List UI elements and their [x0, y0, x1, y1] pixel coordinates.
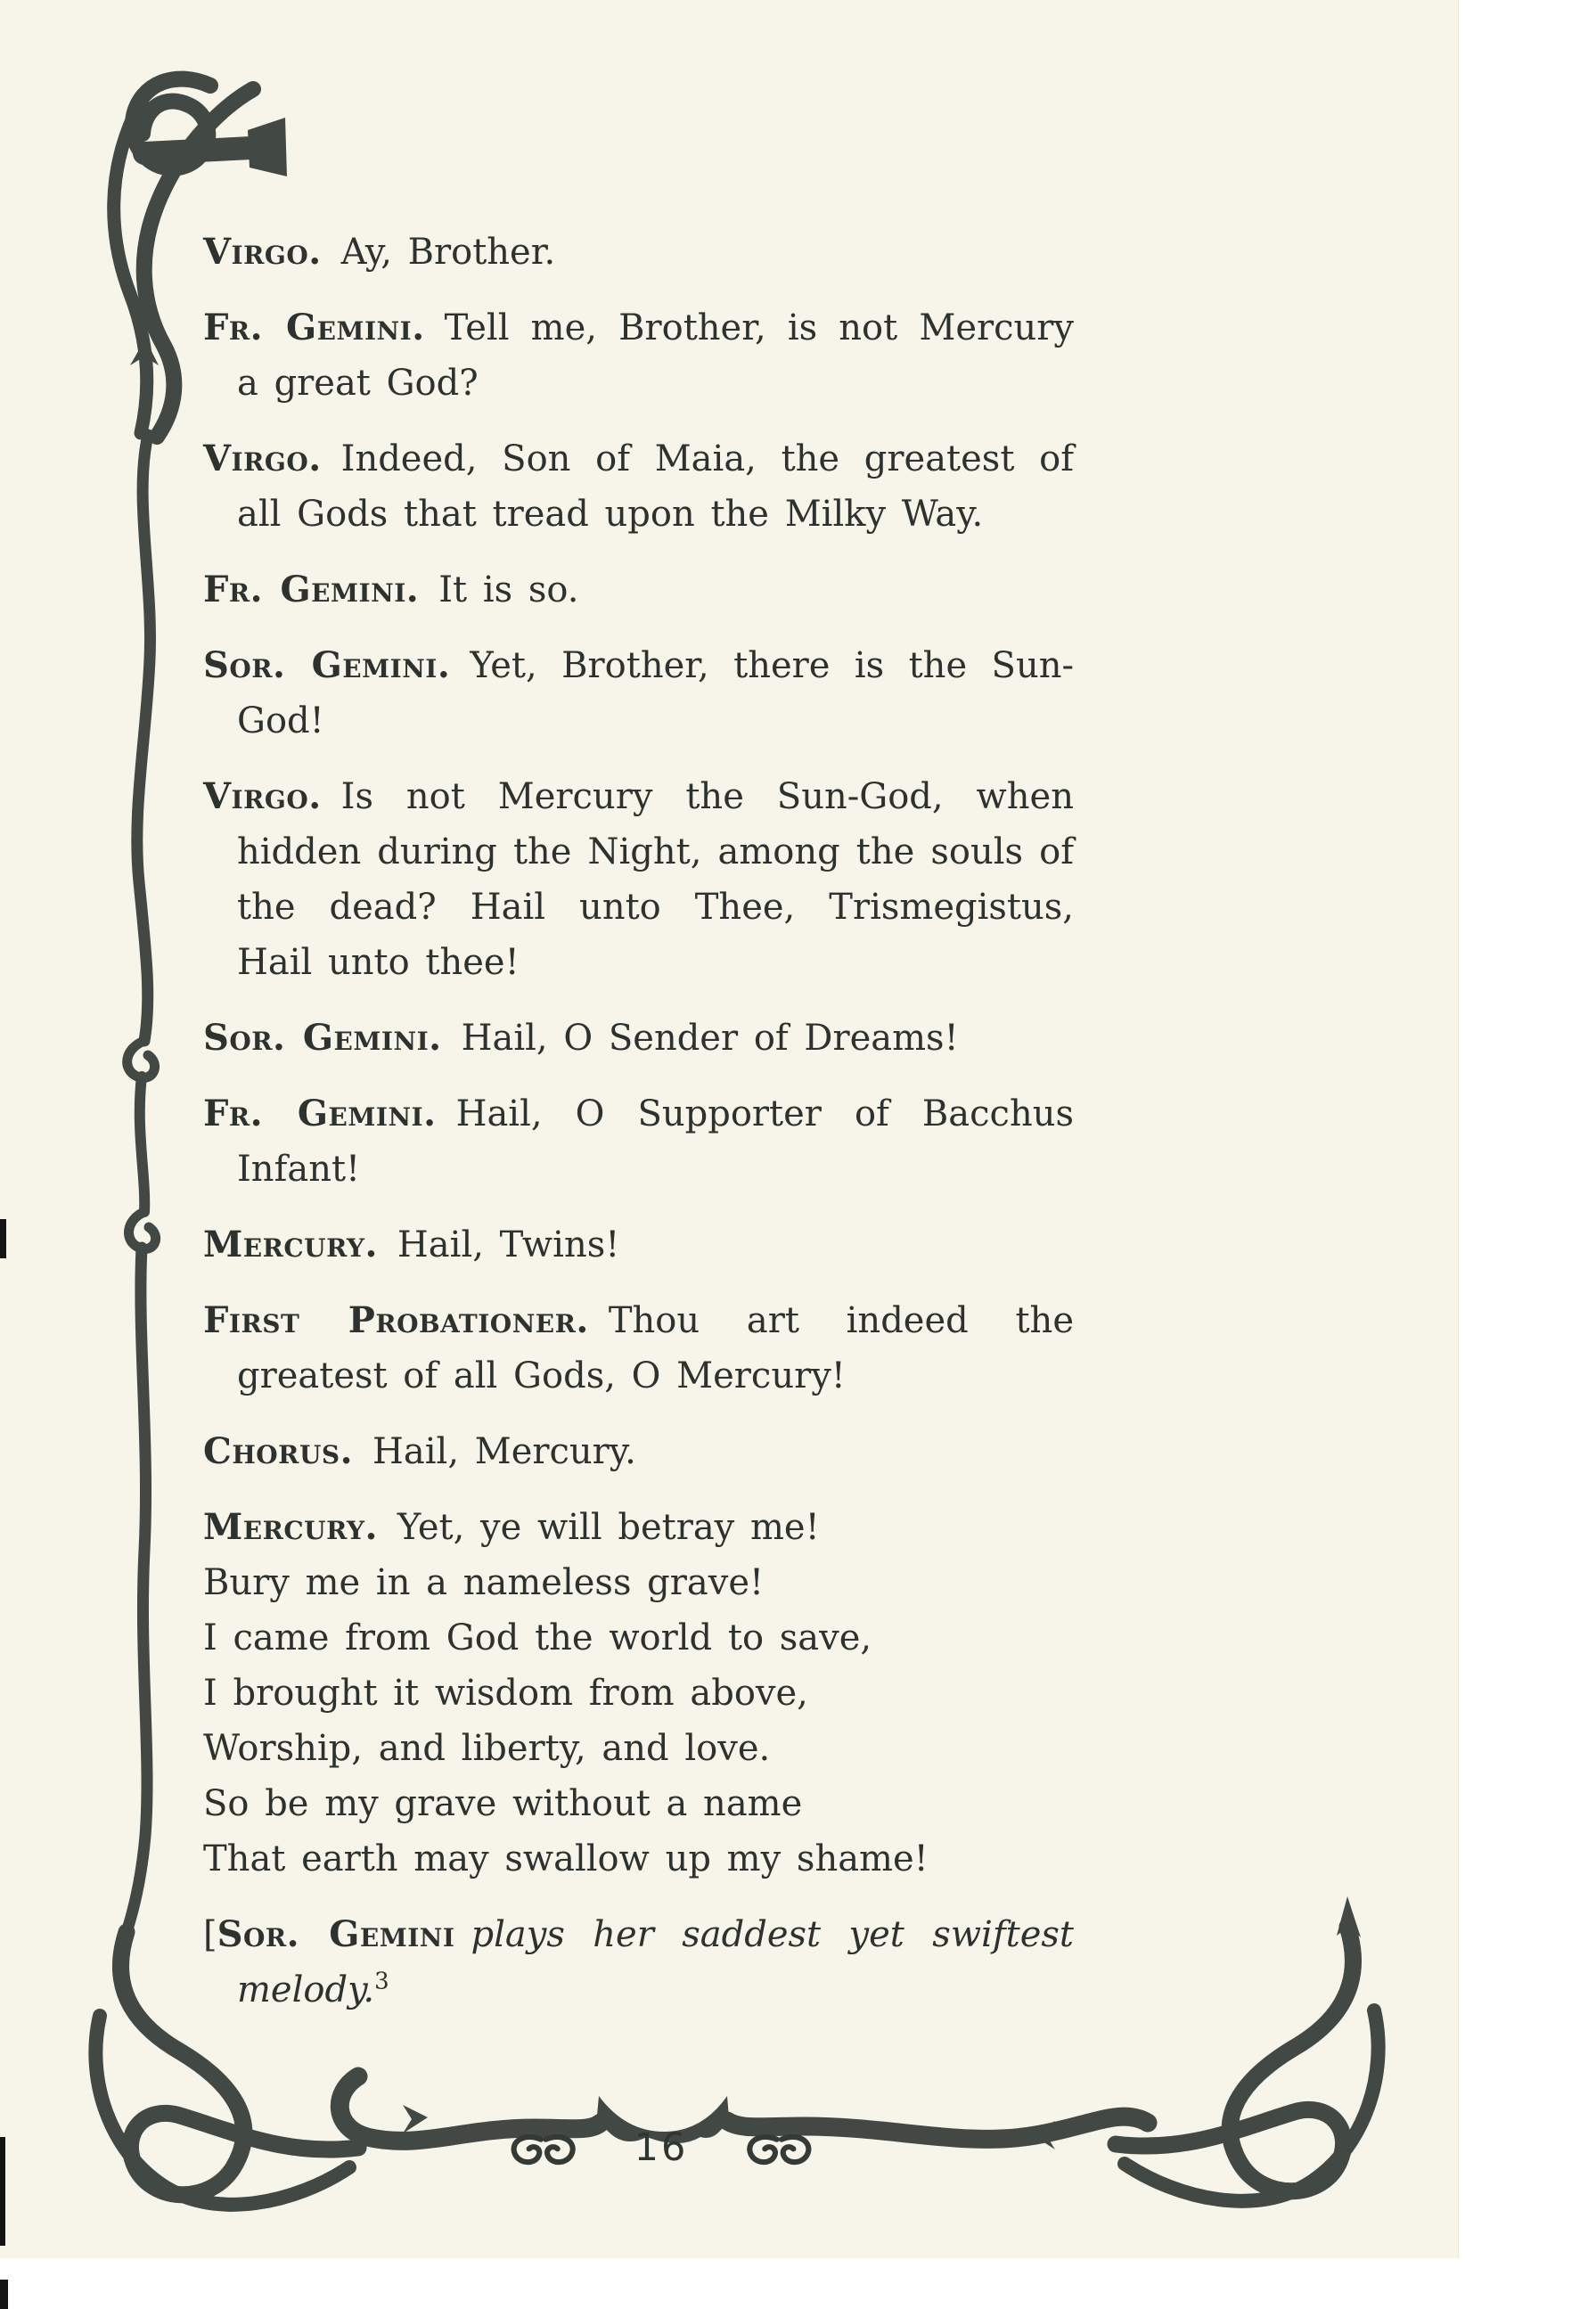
- fleuron-left-icon: [506, 2130, 583, 2166]
- stage-direction-text: plays her saddest yet swiftest melody.: [237, 1914, 1074, 2010]
- fleuron-right-icon: [740, 2130, 816, 2166]
- dialogue-text: Yet, Brother, there is the Sun-God!: [237, 645, 1074, 741]
- dialogue-paragraph: [203, 769, 1074, 990]
- verse-line: Bury me in a nameless grave!: [203, 1562, 765, 1603]
- verse-line: So be my grave without a name: [203, 1783, 803, 1824]
- dialogue-paragraph: [203, 225, 1074, 280]
- speaker-name: Fr. Gemini.: [203, 569, 420, 610]
- verse-line: I brought it wisdom from above,: [203, 1673, 808, 1714]
- speaker-name: Chorus.: [203, 1430, 354, 1472]
- dialogue-text: Hail, Mercury.: [372, 1431, 636, 1472]
- dialogue-paragraph: [203, 1424, 1074, 1479]
- scan-artifact: [0, 2280, 8, 2309]
- dialogue-text: Thou art indeed the greatest of all Gods, O Mercury!: [237, 1300, 1074, 1396]
- stage-direction: [203, 1907, 1074, 2018]
- dialogue-text: Is not Mercury the Sun-God, when hidden during the Night, among the souls of the dead? Hail unto Thee, Trismegistus, Hail unto thee!: [237, 776, 1074, 983]
- dialogue-paragraph: [203, 562, 1074, 618]
- dialogue-paragraph: [203, 638, 1074, 749]
- dialogue-paragraph: [203, 1217, 1074, 1273]
- dialogue-text: Hail, O Sender of Dreams!: [461, 1018, 959, 1059]
- footnote-reference: 3: [374, 1968, 389, 1995]
- dialogue-paragraph: [203, 1293, 1074, 1404]
- dialogue-paragraph: [203, 1086, 1074, 1197]
- stage-direction-bracket: [: [203, 1914, 217, 1955]
- scan-artifact: [0, 1219, 6, 1258]
- verse-line: Worship, and liberty, and love.: [203, 1728, 771, 1769]
- speaker-name: Mercury.: [203, 1224, 378, 1265]
- verse-line: [203, 1500, 1074, 1555]
- speaker-name: First Probationer.: [203, 1299, 589, 1341]
- speaker-name: Mercury.: [203, 1506, 378, 1548]
- dialogue-text: Hail, Twins!: [397, 1224, 620, 1265]
- scan-artifact: [0, 2137, 5, 2246]
- speaker-name: Virgo.: [203, 775, 322, 817]
- speaker-name: Fr. Gemini.: [203, 1093, 437, 1134]
- dialogue-text: Indeed, Son of Maia, the greatest of all Gods that tread upon the Milky Way.: [237, 438, 1074, 535]
- speaker-name: Sor. Gemini.: [203, 1017, 442, 1059]
- dialogue-text: It is so.: [438, 569, 579, 610]
- speaker-name: Sor. Gemini.: [203, 644, 451, 686]
- verse-line: I came from God the world to save,: [203, 1617, 872, 1658]
- speaker-name: Sor. Gemini: [217, 1913, 455, 1955]
- dialogue-paragraph: [203, 431, 1074, 542]
- speaker-name: Virgo.: [203, 438, 322, 479]
- dialogue-text: Tell me, Brother, is not Mercury a great God?: [237, 307, 1074, 404]
- page-number: 16: [634, 2125, 689, 2170]
- dialogue-paragraph: [203, 300, 1074, 411]
- dialogue-paragraph: [203, 1011, 1074, 1066]
- speaker-name: Virgo.: [203, 231, 322, 273]
- dialogue-text: Ay, Brother.: [340, 232, 556, 273]
- dialogue-text-block: [203, 225, 1074, 2038]
- verse-text: Yet, ye will betray me!: [397, 1507, 820, 1548]
- page-footer: [506, 2125, 816, 2171]
- speaker-name: Fr. Gemini.: [203, 307, 425, 348]
- verse-paragraph: [203, 1500, 1074, 1887]
- verse-line: That earth may swallow up my shame!: [203, 1838, 929, 1879]
- dialogue-text: Hail, O Supporter of Bacchus Infant!: [237, 1093, 1074, 1190]
